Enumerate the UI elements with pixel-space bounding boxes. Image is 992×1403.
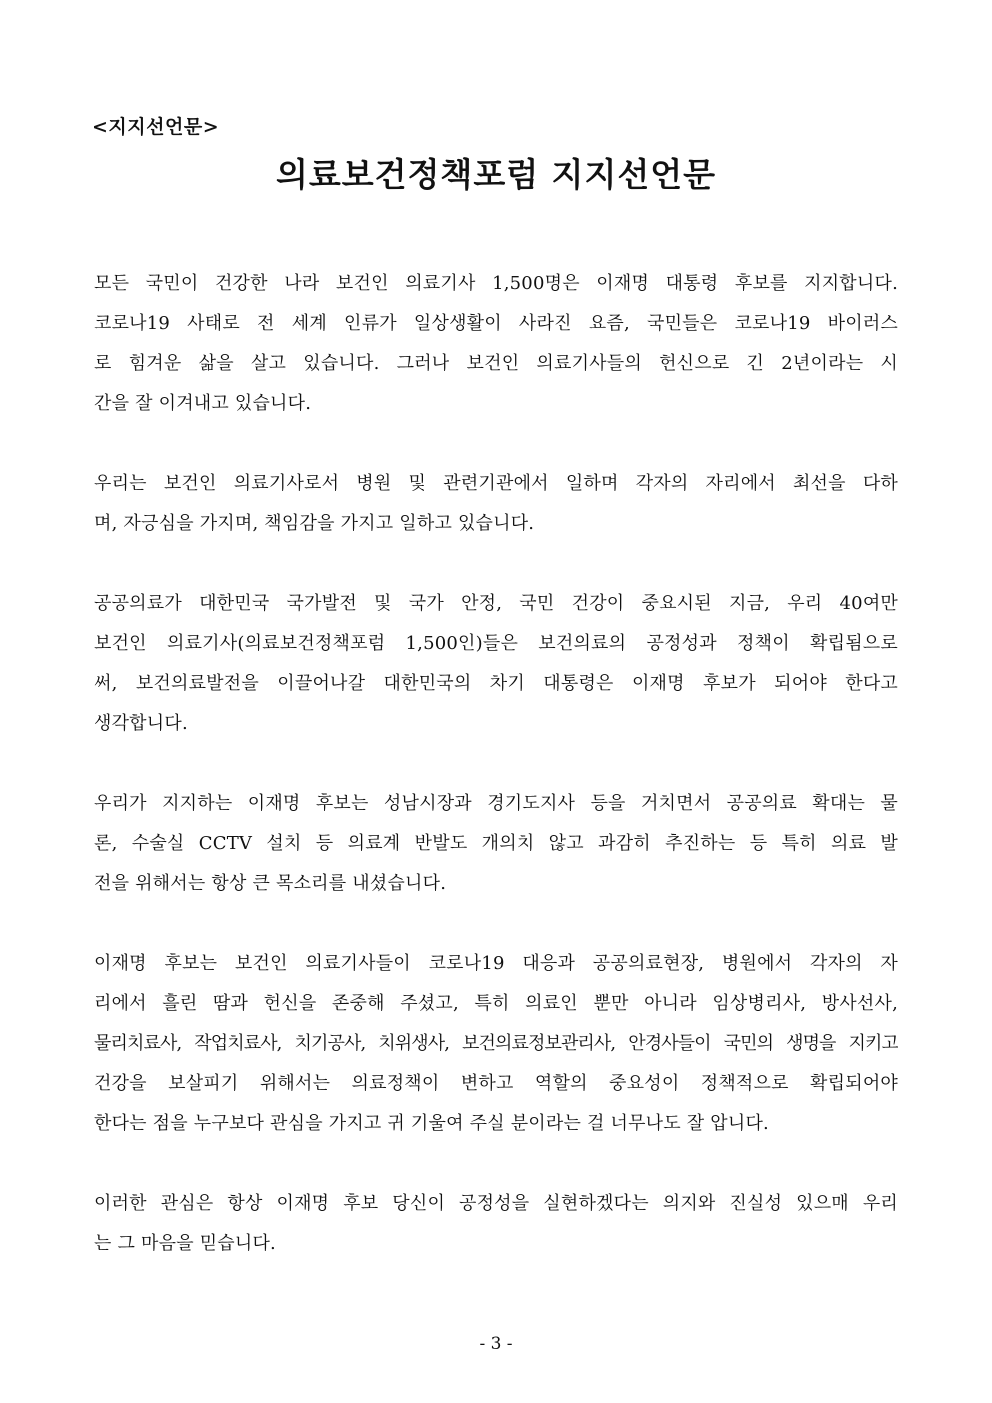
paragraph-line: 전을 위해서는 항상 큰 목소리를 내셨습니다. bbox=[94, 873, 447, 894]
paragraph-line: 건강을 보살피기 위해서는 의료정책이 변하고 역할의 중요성이 정책적으로 확립되어야 bbox=[94, 1073, 898, 1094]
paragraph-line: 로 힘겨운 삶을 살고 있습니다. 그러나 보건인 의료기사들의 헌신으로 긴 2년이라는 시 bbox=[94, 353, 898, 374]
paragraph-line: 론, 수술실 CCTV 설치 등 의료계 반발도 개의치 않고 과감히 추진하는 등 특히 의료 발 bbox=[94, 833, 898, 854]
paragraph-line: 써, 보건의료발전을 이끌어나갈 대한민국의 차기 대통령은 이재명 후보가 되어야 한다고 bbox=[94, 673, 898, 694]
paragraph-line: 한다는 점을 누구보다 관심을 가지고 귀 기울여 주실 분이라는 걸 너무나도 잘 압니다. bbox=[94, 1113, 769, 1134]
paragraph-line: 코로나19 사태로 전 세계 인류가 일상생활이 사라진 요즘, 국민들은 코로나19 바이러스 bbox=[94, 313, 898, 334]
paragraph-3 bbox=[94, 584, 898, 744]
paragraph-line: 공공의료가 대한민국 국가발전 및 국가 안정, 국민 건강이 중요시된 지금, 우리 40여만 bbox=[94, 593, 898, 614]
paragraph-6 bbox=[94, 1184, 898, 1264]
paragraph-line: 이러한 관심은 항상 이재명 후보 당신이 공정성을 실현하겠다는 의지와 진실성 있으매 우리 bbox=[94, 1193, 898, 1214]
paragraph-line: 보건인 의료기사(의료보건정책포럼 1,500인)들은 보건의료의 공정성과 정책이 확립됨으로 bbox=[94, 633, 898, 654]
document-label: <지지선언문> bbox=[92, 116, 220, 138]
paragraph-5 bbox=[94, 944, 898, 1144]
paragraph-1 bbox=[94, 264, 898, 424]
paragraph-line: 모든 국민이 건강한 나라 보건인 의료기사 1,500명은 이재명 대통령 후보를 지지합니다. bbox=[94, 273, 898, 294]
paragraph-2 bbox=[94, 464, 898, 544]
paragraph-line: 우리가 지지하는 이재명 후보는 성남시장과 경기도지사 등을 거치면서 공공의료 확대는 물 bbox=[94, 793, 898, 814]
document-title: 의료보건정책포럼 지지선언문 bbox=[276, 155, 716, 194]
paragraph-line: 간을 잘 이겨내고 있습니다. bbox=[94, 393, 312, 414]
paragraph-line: 는 그 마음을 믿습니다. bbox=[94, 1233, 276, 1254]
document-body bbox=[94, 264, 898, 1304]
paragraph-4 bbox=[94, 784, 898, 904]
page-number: - 3 - bbox=[479, 1334, 513, 1354]
paragraph-line: 리에서 흘린 땀과 헌신을 존중해 주셨고, 특히 의료인 뿐만 아니라 임상병리사, 방사선사, bbox=[94, 993, 898, 1014]
paragraph-line: 우리는 보건인 의료기사로서 병원 및 관련기관에서 일하며 각자의 자리에서 최선을 다하 bbox=[94, 473, 898, 494]
paragraph-line: 물리치료사, 작업치료사, 치기공사, 치위생사, 보건의료정보관리사, 안경사들이 국민의 생명을 지키고 bbox=[94, 1033, 898, 1054]
paragraph-line: 생각합니다. bbox=[94, 713, 188, 734]
paragraph-line: 며, 자긍심을 가지며, 책임감을 가지고 일하고 있습니다. bbox=[94, 513, 535, 534]
paragraph-line: 이재명 후보는 보건인 의료기사들이 코로나19 대응과 공공의료현장, 병원에서 각자의 자 bbox=[94, 953, 898, 974]
